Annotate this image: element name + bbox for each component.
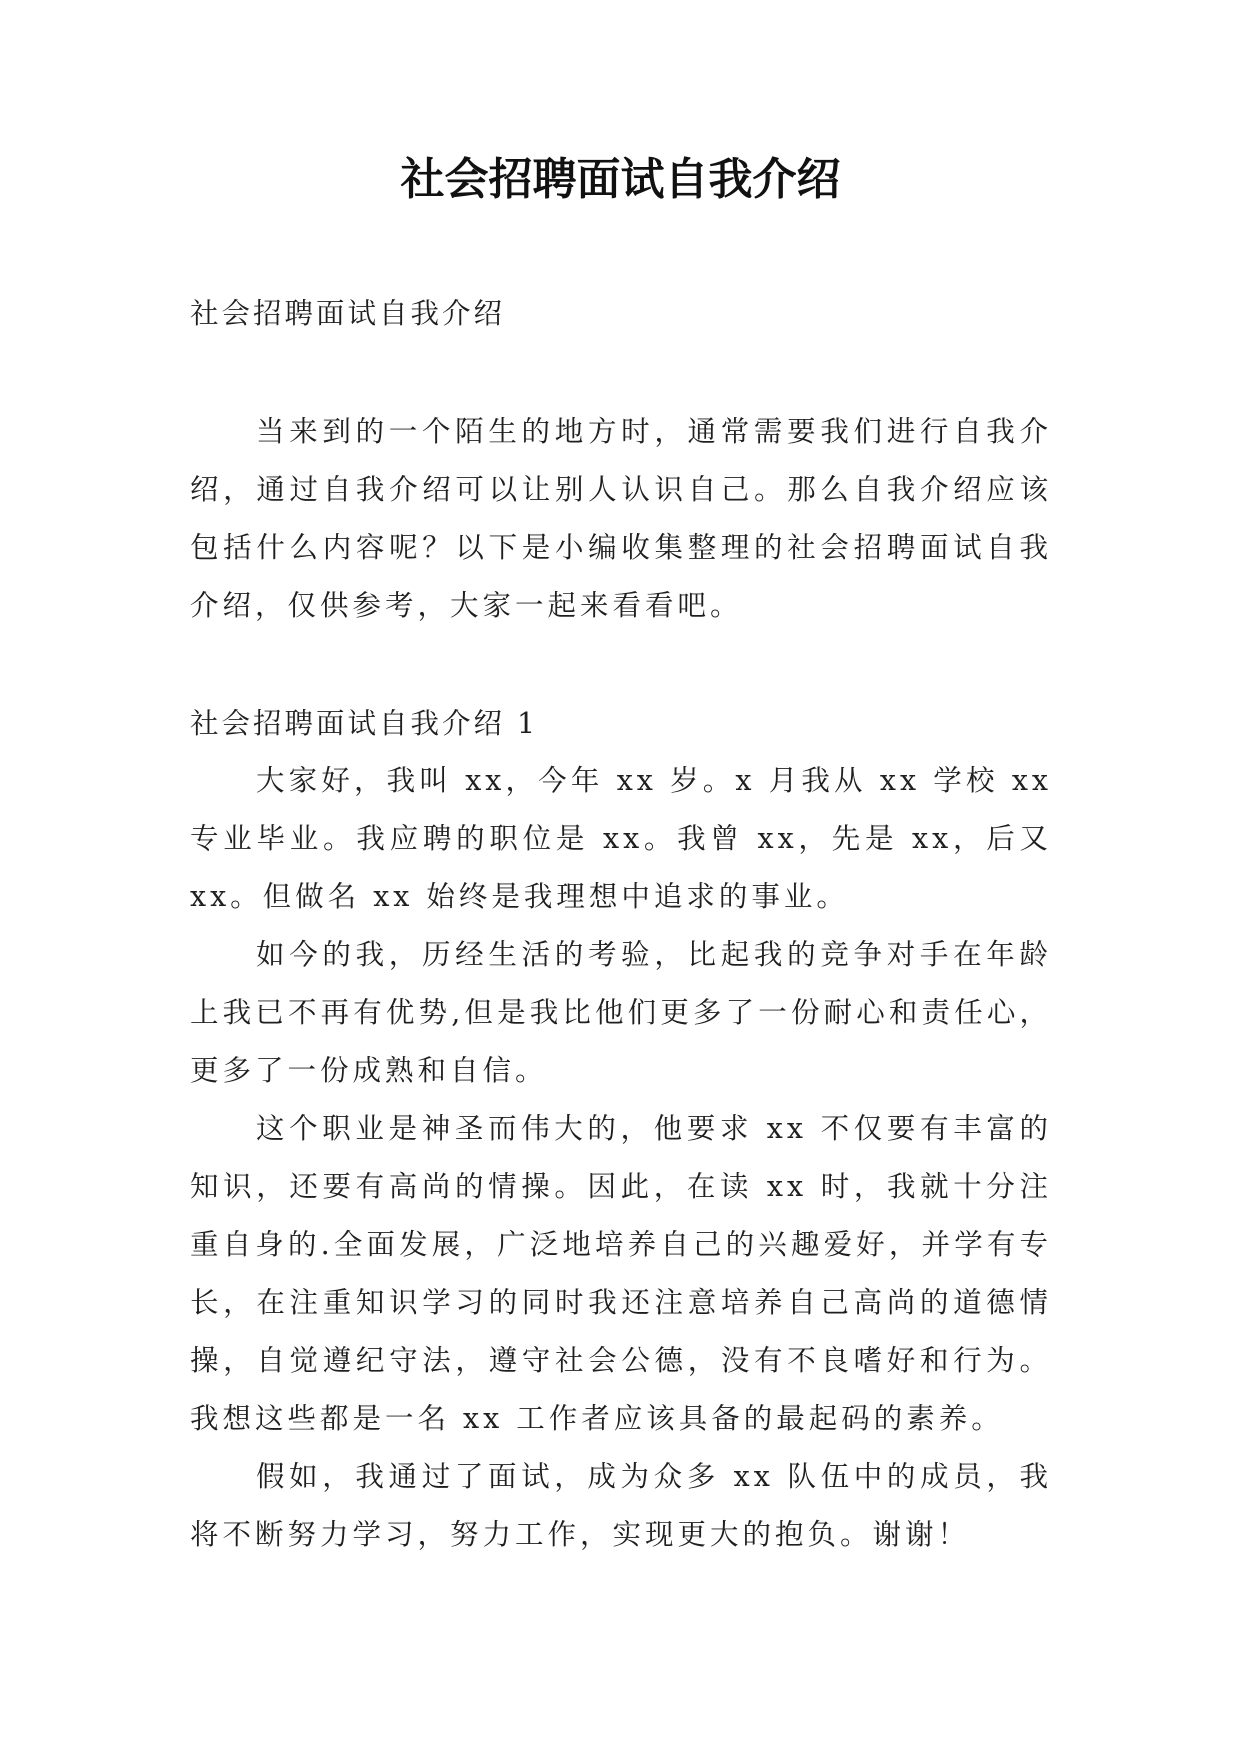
body-paragraph-3: 这个职业是神圣而伟大的，他要求 xx 不仅要有丰富的知识，还要有高尚的情操。因此，在读 xx 时，我就十分注重自身的.全面发展，广泛地培养自己的兴趣爱好，并学有专长，在注重知识学习的同时我还注意培养自己高尚的道德情操，自觉遵纪守法，遵守社会公德，没有不良嗜好和行为。我想这些都是一名 xx 工作者应该具备的最起码的素养。: [190, 1112, 1052, 1435]
sub-heading: 社会招聘面试自我介绍: [190, 297, 506, 330]
body-paragraph-2: 如今的我，历经生活的考验，比起我的竞争对手在年龄上我已不再有优势,但是我比他们更多了一份耐心和责任心，更多了一份成熟和自信。: [190, 938, 1052, 1087]
page-title: 社会招聘面试自我介绍: [400, 154, 841, 205]
intro-paragraph: 当来到的一个陌生的地方时，通常需要我们进行自我介绍，通过自我介绍可以让别人认识自己。那么自我介绍应该包括什么内容呢？以下是小编收集整理的社会招聘面试自我介绍，仅供参考，大家一起来看看吧。: [190, 415, 1052, 622]
body-paragraph-1: 大家好，我叫 xx，今年 xx 岁。x 月我从 xx 学校 xx 专业毕业。我应聘的职位是 xx。我曾 xx，先是 xx，后又 xx。但做名 xx 始终是我理想中追求的事业。: [190, 764, 1052, 913]
body-paragraph-4: 假如，我通过了面试，成为众多 xx 队伍中的成员，我将不断努力学习，努力工作，实现更大的抱负。谢谢！: [190, 1460, 1052, 1551]
section-heading: 社会招聘面试自我介绍 1: [190, 707, 539, 740]
